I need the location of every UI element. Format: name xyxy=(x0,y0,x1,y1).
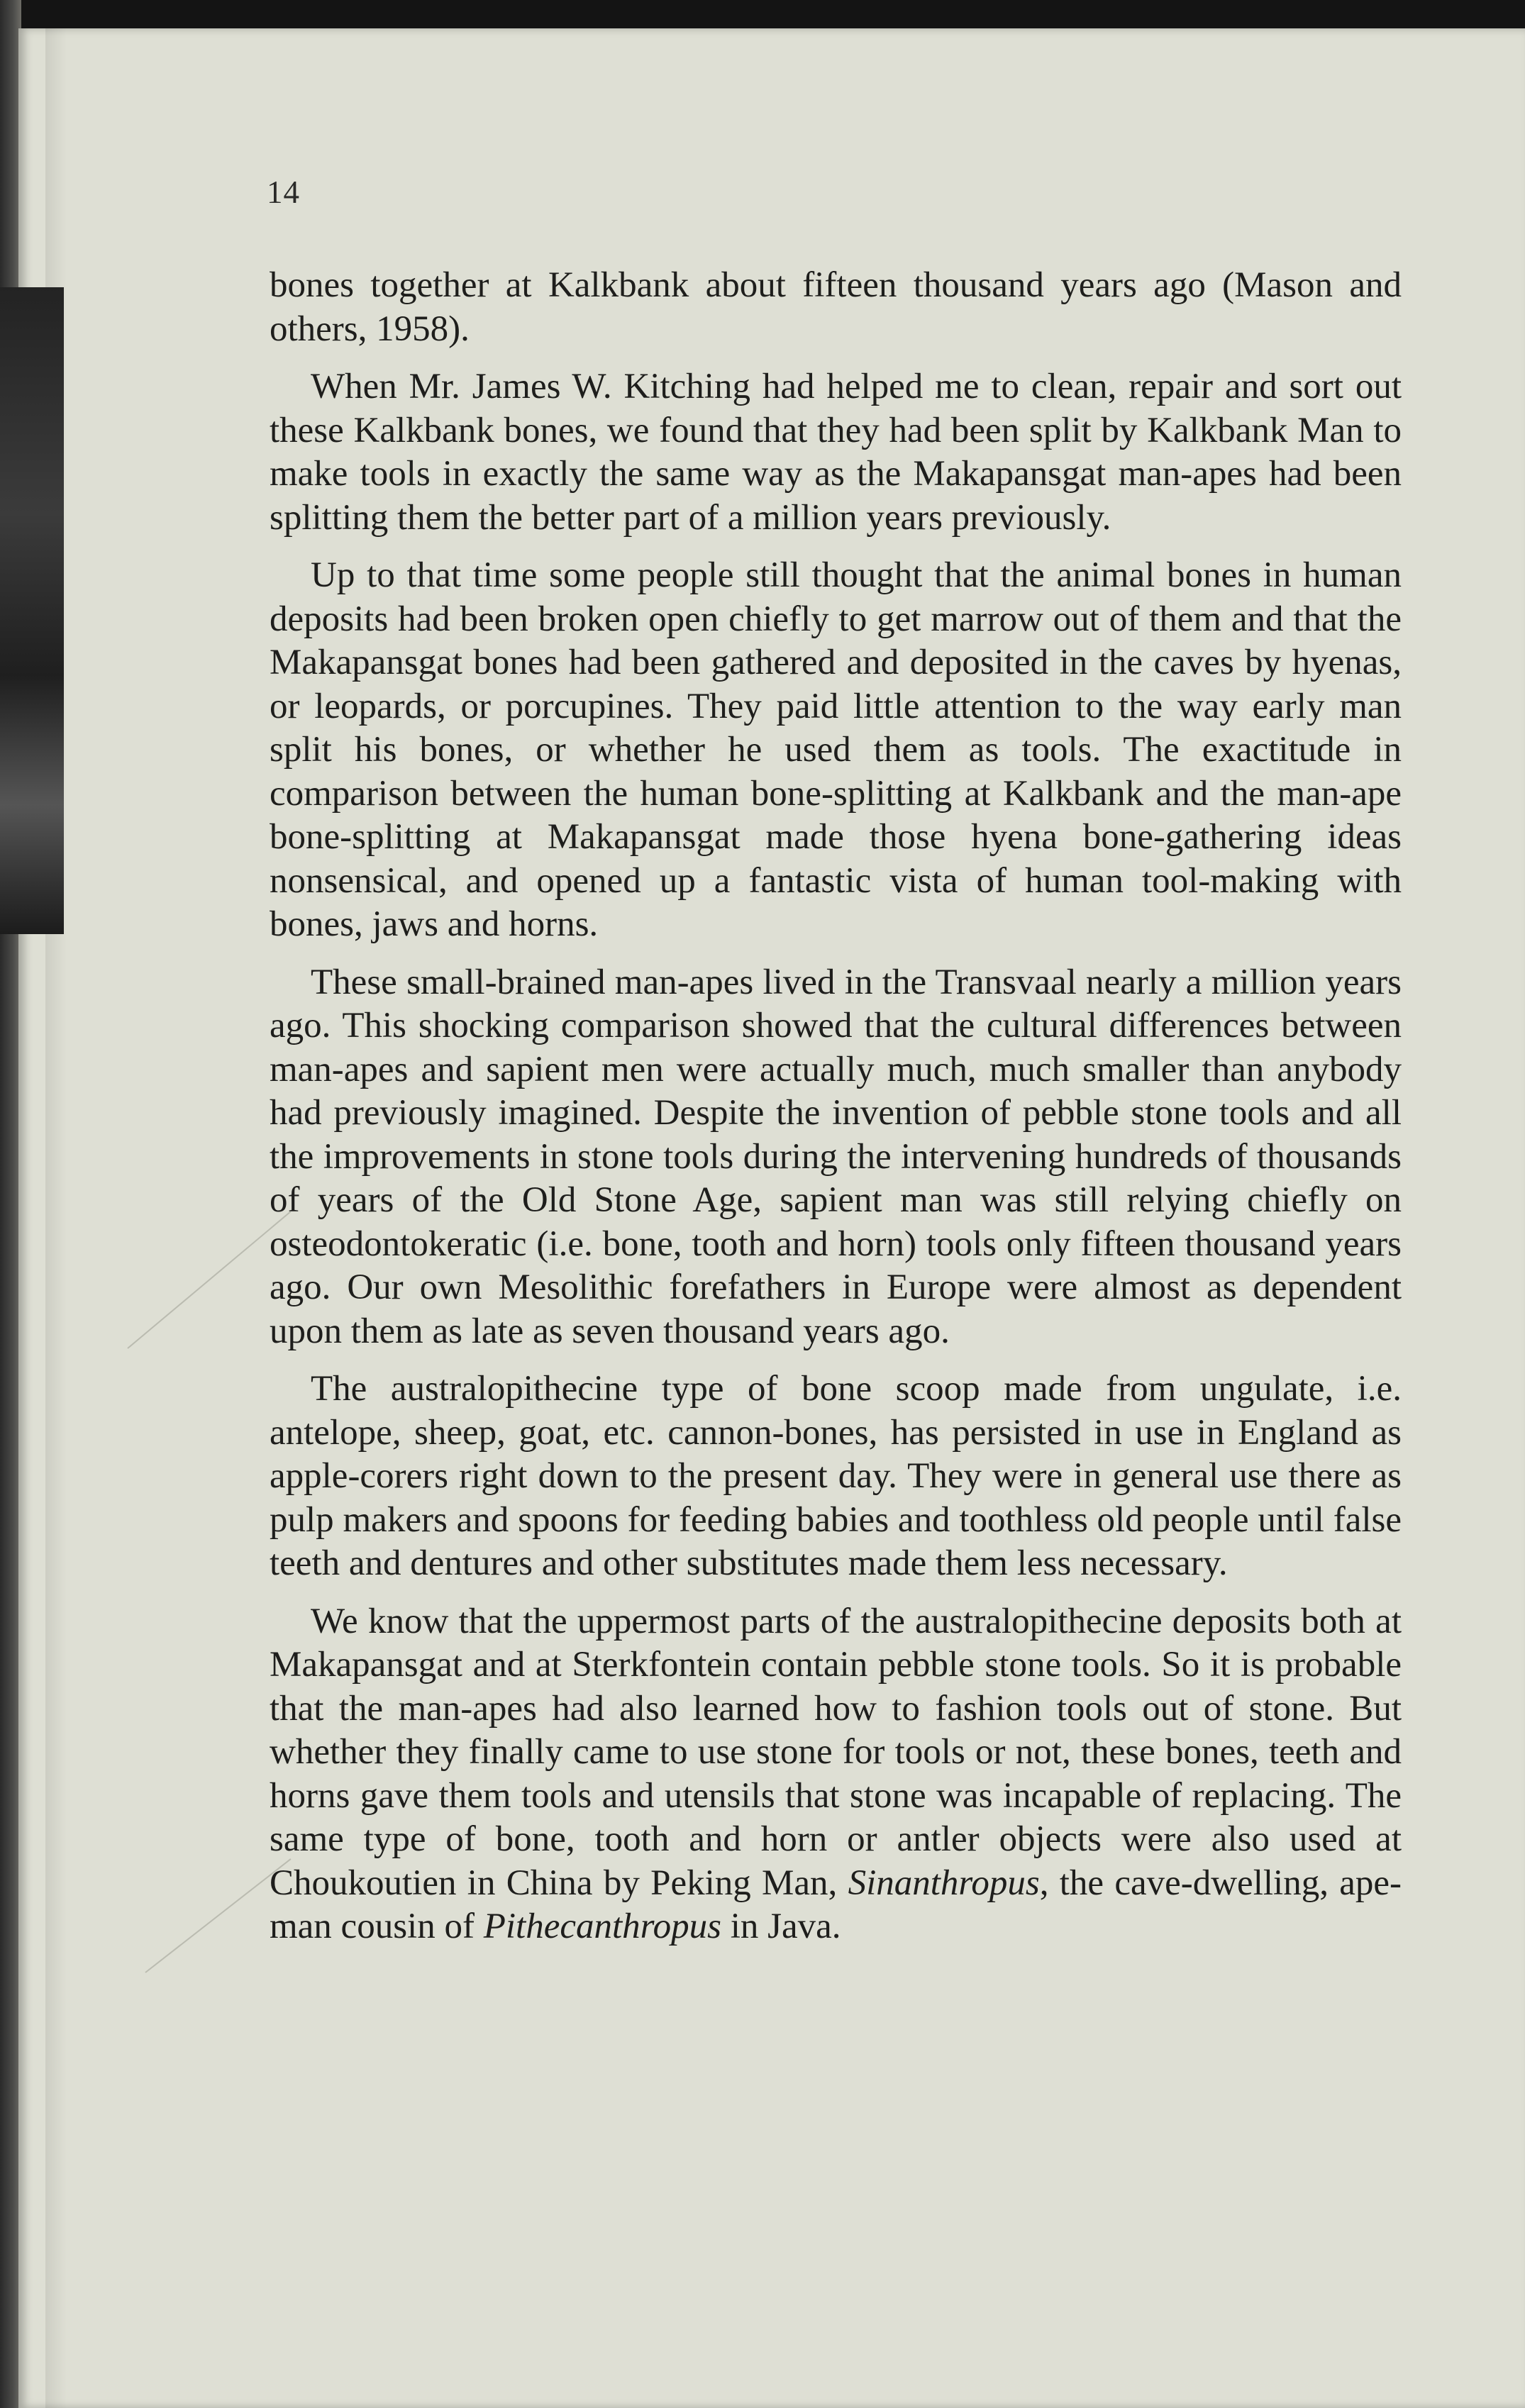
adjacent-page-photo-edge xyxy=(0,287,64,934)
paragraph-text: , the cave-dwelling, ape-man cousin of xyxy=(270,1863,1402,1946)
taxon-name-italic: Sinanthropus xyxy=(848,1863,1040,1903)
scan-background-top xyxy=(0,0,1525,30)
paragraph: Up to that time some people still thought that the animal bones in human deposits had been broken open chiefly to get marrow out of them and that the Makapansgat bones had been gathered and deposited in the caves by hyenas, or leopards, or porcupines. They paid little attention to the way early man split his bones, or whether he used them as tools. The exactitude in comparison between the human bone-splitting at Kalkbank and the man-ape bone-splitting at Makapansgat made those hyena bone-gathering ideas nonsensical, and opened up a fantastic vista of human tool-making with bones, jaws and horns. xyxy=(270,555,1402,944)
paragraph: The australopithecine type of bone scoop made from ungulate, i.e. antelope, sheep, goat, etc. cannon-bones, has persisted in use in England as apple-corers right down to the present day. They were in general use there as pulp makers and spoons for feeding babies and toothless old people until false teeth and dentures and other substitutes made them less necessary. xyxy=(270,1369,1402,1583)
paragraph: When Mr. James W. Kitching had helped me to clean, repair and sort out these Kalkbank bones, we found that they had been split by Kalkbank Man to make tools in exactly the same way as the Makapansgat man-apes had been splitting them the better part of a million years previously. xyxy=(270,367,1402,538)
paragraph: bones together at Kalkbank about fifteen thousand years ago (Mason and others, 1958). xyxy=(270,265,1402,349)
paragraph: These small-brained man-apes lived in the Transvaal nearly a million years ago. This shocking comparison showed that the cultural differences between man-apes and sapient men were actually much, much smaller than anybody had previously imagined. Despite the invention of pebble stone tools and all the improvements in stone tools during the intervening hundreds of thousands of years of the Old Stone Age, sapient man was still relying chiefly on osteodontokeratic (i.e. bone, tooth and horn) tools only fifteen thousand years ago. Our own Mesolithic forefathers in Europe were almost as dependent upon them as late as seven thousand years ago. xyxy=(270,962,1402,1351)
paragraph-text: in Java. xyxy=(721,1907,841,1946)
paragraph-text: We know that the uppermost parts of the australopithecine deposits both at Makapansgat and at Sterkfontein contain pebble stone tools. So it is probable that the man-apes had also learned how to fashion tools out of stone. But whether they finally came to use stone for tools or not, these bones, teeth and horns gave them tools and utensils that stone was incapable of replacing. The same type of bone, tooth and horn or antler objects were also used at Choukoutien in China by Peking Man, xyxy=(270,1601,1402,1903)
page-number: 14 xyxy=(267,174,300,210)
taxon-name-italic: Pithecanthropus xyxy=(483,1907,721,1946)
body-text xyxy=(270,264,1402,1963)
paragraph xyxy=(270,1600,1402,1949)
